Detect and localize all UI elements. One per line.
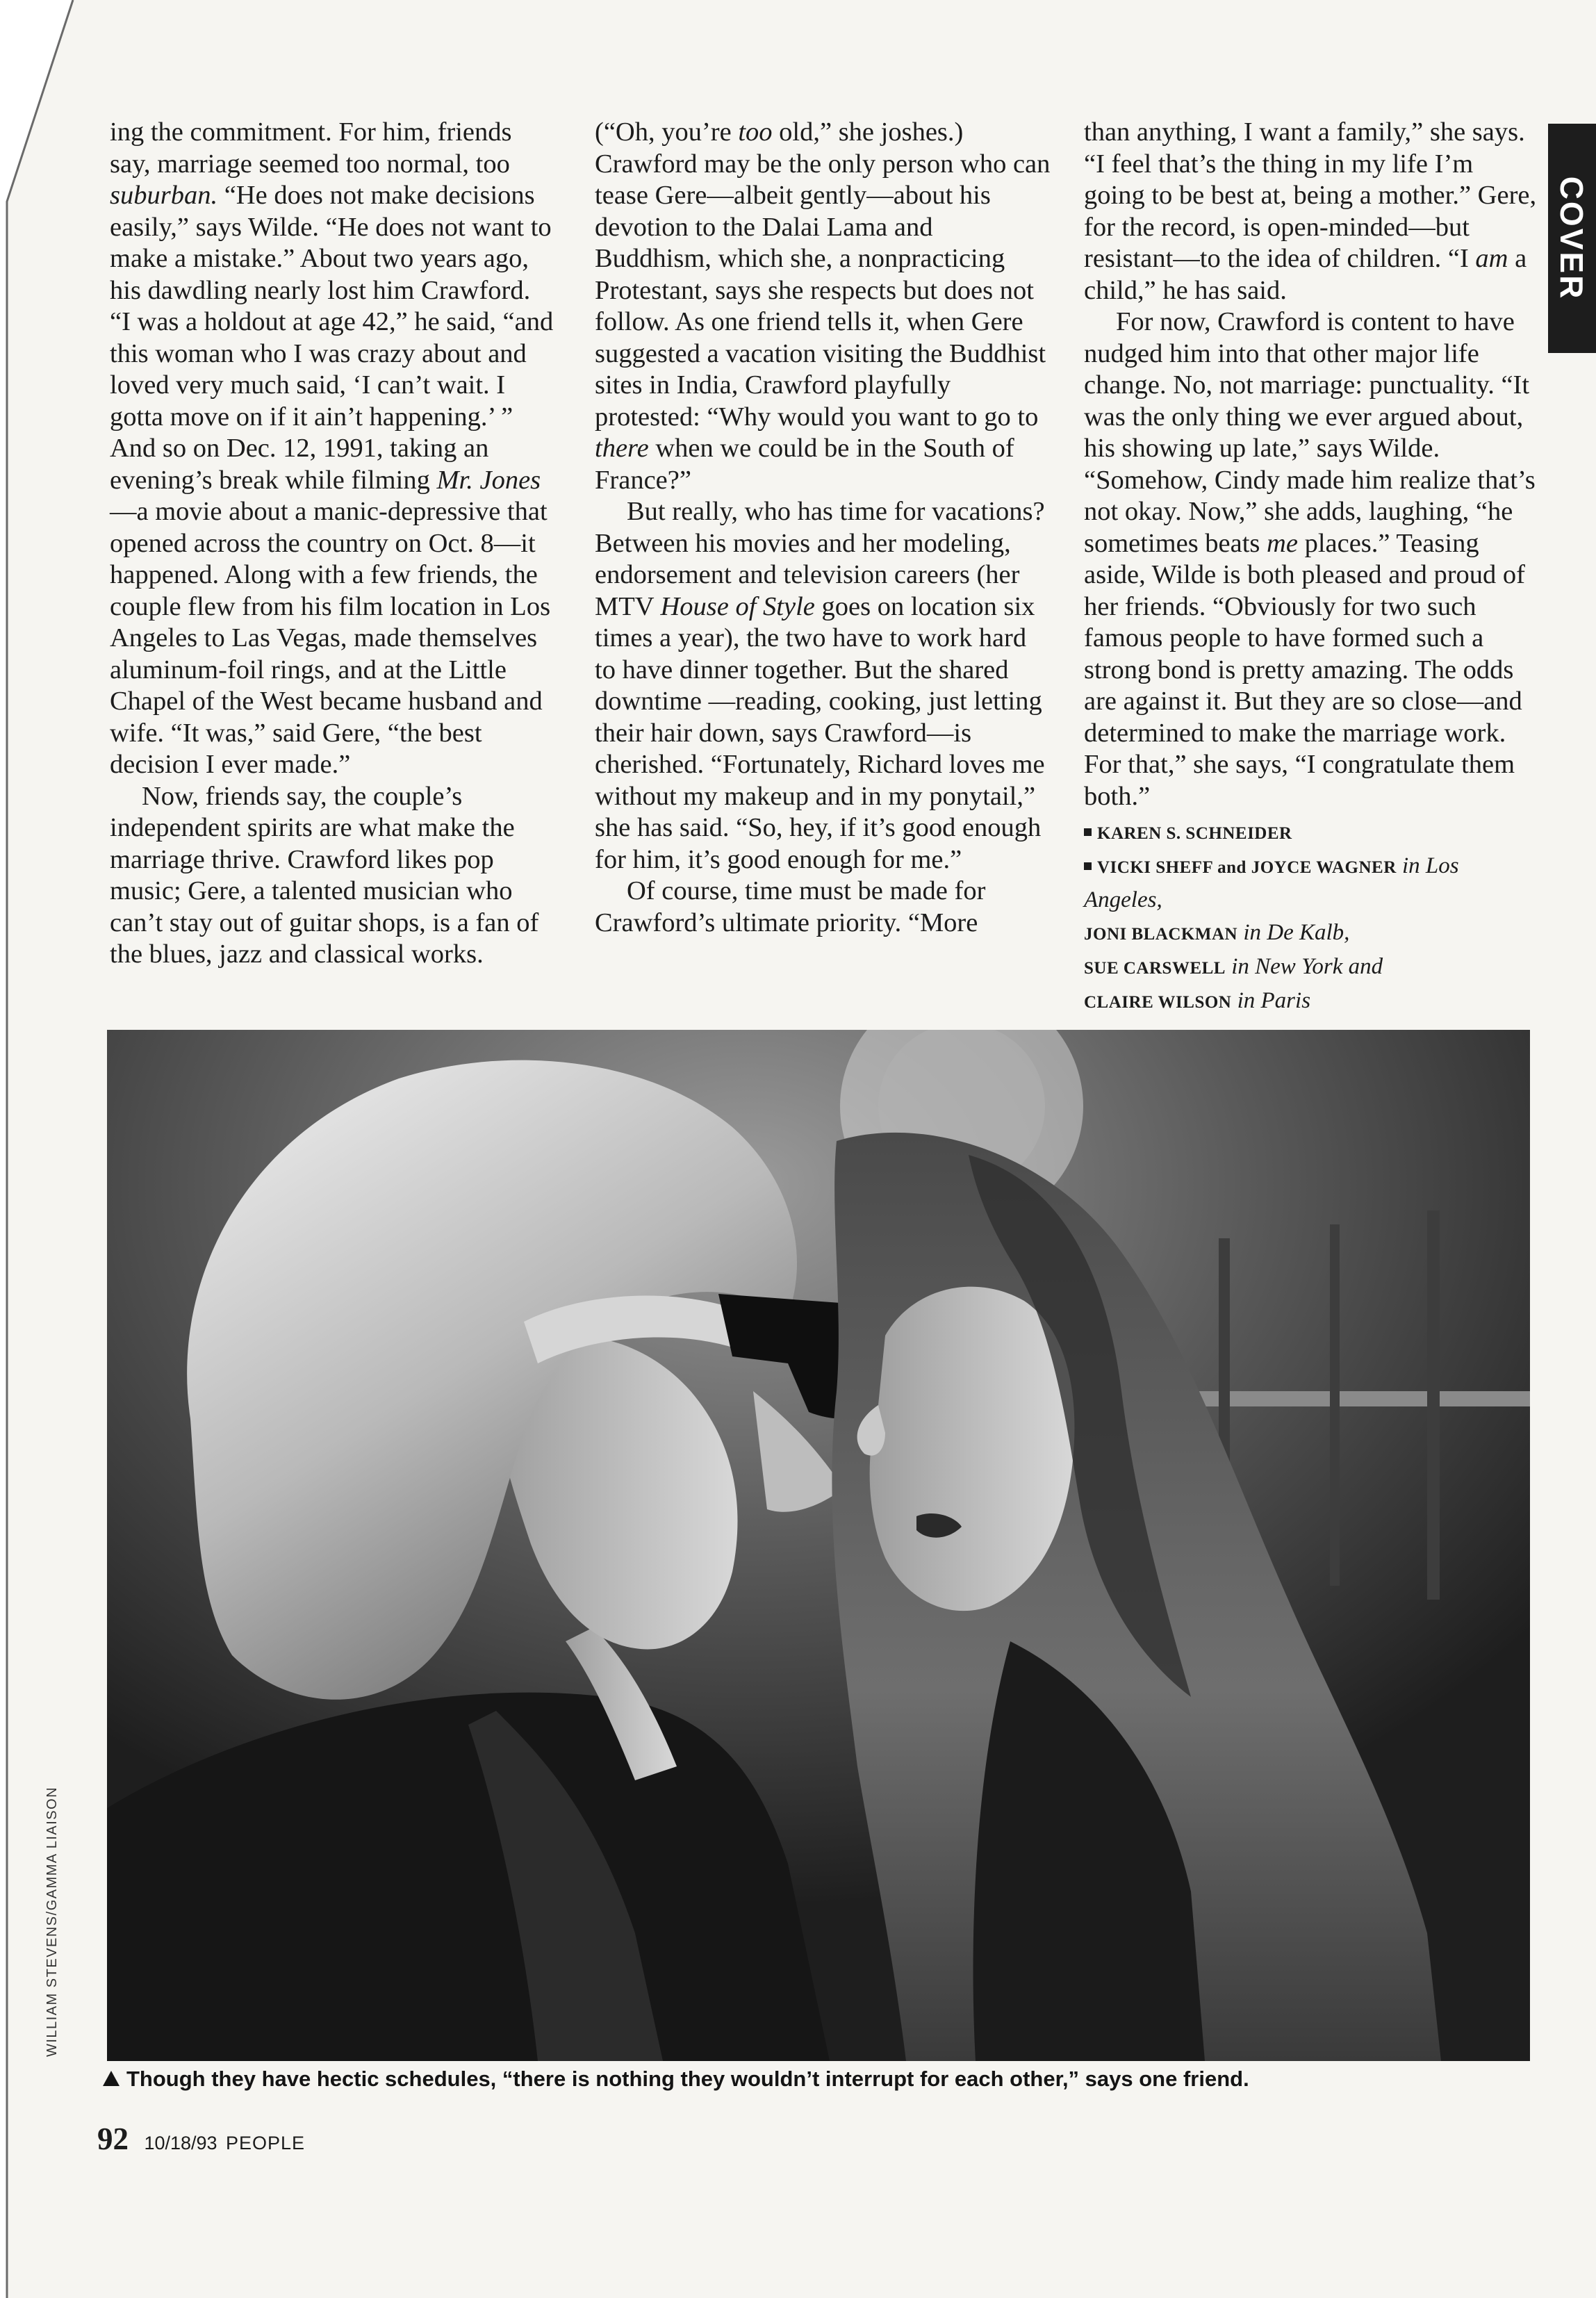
col3-paragraph-2: For now, Crawford is content to have nudged him into that other major life change. No, not marriage: punctuality. “It was the only thing we ever argued about, his showing up late,” says Wilde. “Somehow, Cindy made him realize that’s not okay. Now,” she adds, laughing, “he sometimes beats me places.” Teasing aside, Wilde is both pleased and proud of her friends. “Obviously for two such famous people to have formed such a strong bond is pretty amazing. The odds are against it. But they are so close—and determined to make the marriage work. For that,” she says, “I congratulate them both.” [1084, 307, 1536, 811]
caption-arrow-icon [103, 2071, 120, 2086]
col3-paragraph-1: than anything, I want a family,” she says. “I feel that’s the thing in my life I’m going to be best at, being a mother.” Gere, for the record, is open-minded—but resistant—to the idea of children. “I am a child,” he has said. [1084, 117, 1537, 305]
emphasis-text: Mr. Jones [436, 465, 541, 495]
text-column-3 [1084, 117, 1539, 1020]
photo-credit: WILLIAM STEVENS/GAMMA LIAISON [44, 1786, 60, 2057]
reporter-name: JONI BLACKMAN [1084, 925, 1238, 944]
author-credit [1084, 816, 1539, 850]
page-number: 92 [97, 2121, 129, 2156]
reporter-name: JOYCE WAGNER [1251, 858, 1397, 877]
reporter-join: and [1212, 858, 1251, 877]
article-credits [1084, 816, 1539, 1019]
magazine-name: PEOPLE [226, 2133, 306, 2153]
col2-paragraph-3: Of course, time must be made for Crawford’s ultimate priority. “More [595, 876, 986, 937]
reporter-name: SUE CARSWELL [1084, 959, 1226, 978]
reporter-credit [1084, 850, 1539, 917]
caption-text: Though they have hectic schedules, “there is nothing they wouldn’t interrupt for each other,” says one friend. [126, 2067, 1249, 2091]
emphasis-text: am [1475, 244, 1508, 273]
photo-illustration [107, 1030, 1530, 2061]
reporter-location: in Paris [1231, 988, 1311, 1013]
text-column-1 [110, 117, 554, 1020]
emphasis-text: House of Style [660, 591, 815, 621]
photo-caption [103, 2064, 1534, 2094]
reporter-location: in Los Angeles, [1084, 853, 1459, 912]
reporter-name: CLAIRE WILSON [1084, 993, 1232, 1012]
col1-paragraph-2: Now, friends say, the couple’s independent spirits are what make the marriage thrive. Crawford likes pop music; Gere, a talented musician who can’t stay out of guitar shops, is a fan of the blues, jazz and classical works. [110, 781, 539, 969]
text-column-2 [595, 117, 1053, 1020]
col1-paragraph-1: ing the commitment. For him, friends say, marriage seemed too normal, too suburban. “He does not make decisions easily,” says Wilde. “He does not want to make a mistake.” About two years ago, his dawdling nearly lost him Crawford. “I was a holdout at age 42,” he said, “and this woman who I was crazy about and loved very much said, ‘I can’t wait. I gotta move on if it ain’t happening.’ ” And so on Dec. 12, 1991, taking an evening’s break while filming Mr. Jones—a movie about a manic-depressive that opened across the country on Oct. 8—it happened. Along with a few friends, the couple flew from his film location in Los Angeles to Las Vegas, made themselves aluminum-foil rings, and at the Little Chapel of the West became husband and wife. “It was,” said Gere, “the best decision I ever made.” [110, 117, 554, 779]
col2-paragraph-1: (“Oh, you’re too old,” she joshes.) Crawford may be the only person who can tease Gere—albeit gently—about his devotion to the Dalai Lama and Buddhism, which she, a nonpracticing Protestant, says she respects but does not follow. As one friend tells it, when Gere suggested a vacation visiting the Buddhist sites in India, Crawford playfully protested: “Why would you want to go to there when we could be in the South of France?” [595, 117, 1051, 495]
couple-photo [107, 1030, 1530, 2061]
col2-paragraph-2: But really, who has time for vacations? Between his movies and her modeling, endorsement and television careers (her MTV House of Style goes on location six times a year), the two have to work hard to have dinner together. But the shared downtime —reading, cooking, just letting their hair down, says Crawford—is cherished. “Fortunately, Richard loves me without my makeup and in my ponytail,” she has said. “So, hey, if it’s good enough for him, it’s good enough for me.” [595, 497, 1045, 874]
reporter-location: in De Kalb, [1237, 920, 1350, 945]
emphasis-text: too [738, 117, 773, 147]
emphasis-text: suburban. [110, 181, 218, 210]
reporter-credit [1084, 985, 1539, 1019]
section-tab [1548, 124, 1596, 353]
bullet-square-icon [1084, 828, 1092, 836]
reporter-credit [1084, 917, 1539, 951]
issue-date: 10/18/93 [144, 2133, 217, 2153]
emphasis-text: there [595, 434, 649, 463]
reporter-credit [1084, 951, 1539, 985]
reporter-location: in New York and [1225, 954, 1383, 979]
emphasis-text: me [1267, 528, 1298, 558]
page-footer [97, 2121, 305, 2157]
author-name: KAREN S. SCHNEIDER [1097, 824, 1292, 843]
section-tab-label: COVER [1554, 176, 1590, 301]
reporter-name: VICKI SHEFF [1097, 858, 1213, 877]
bullet-square-icon [1084, 862, 1092, 870]
